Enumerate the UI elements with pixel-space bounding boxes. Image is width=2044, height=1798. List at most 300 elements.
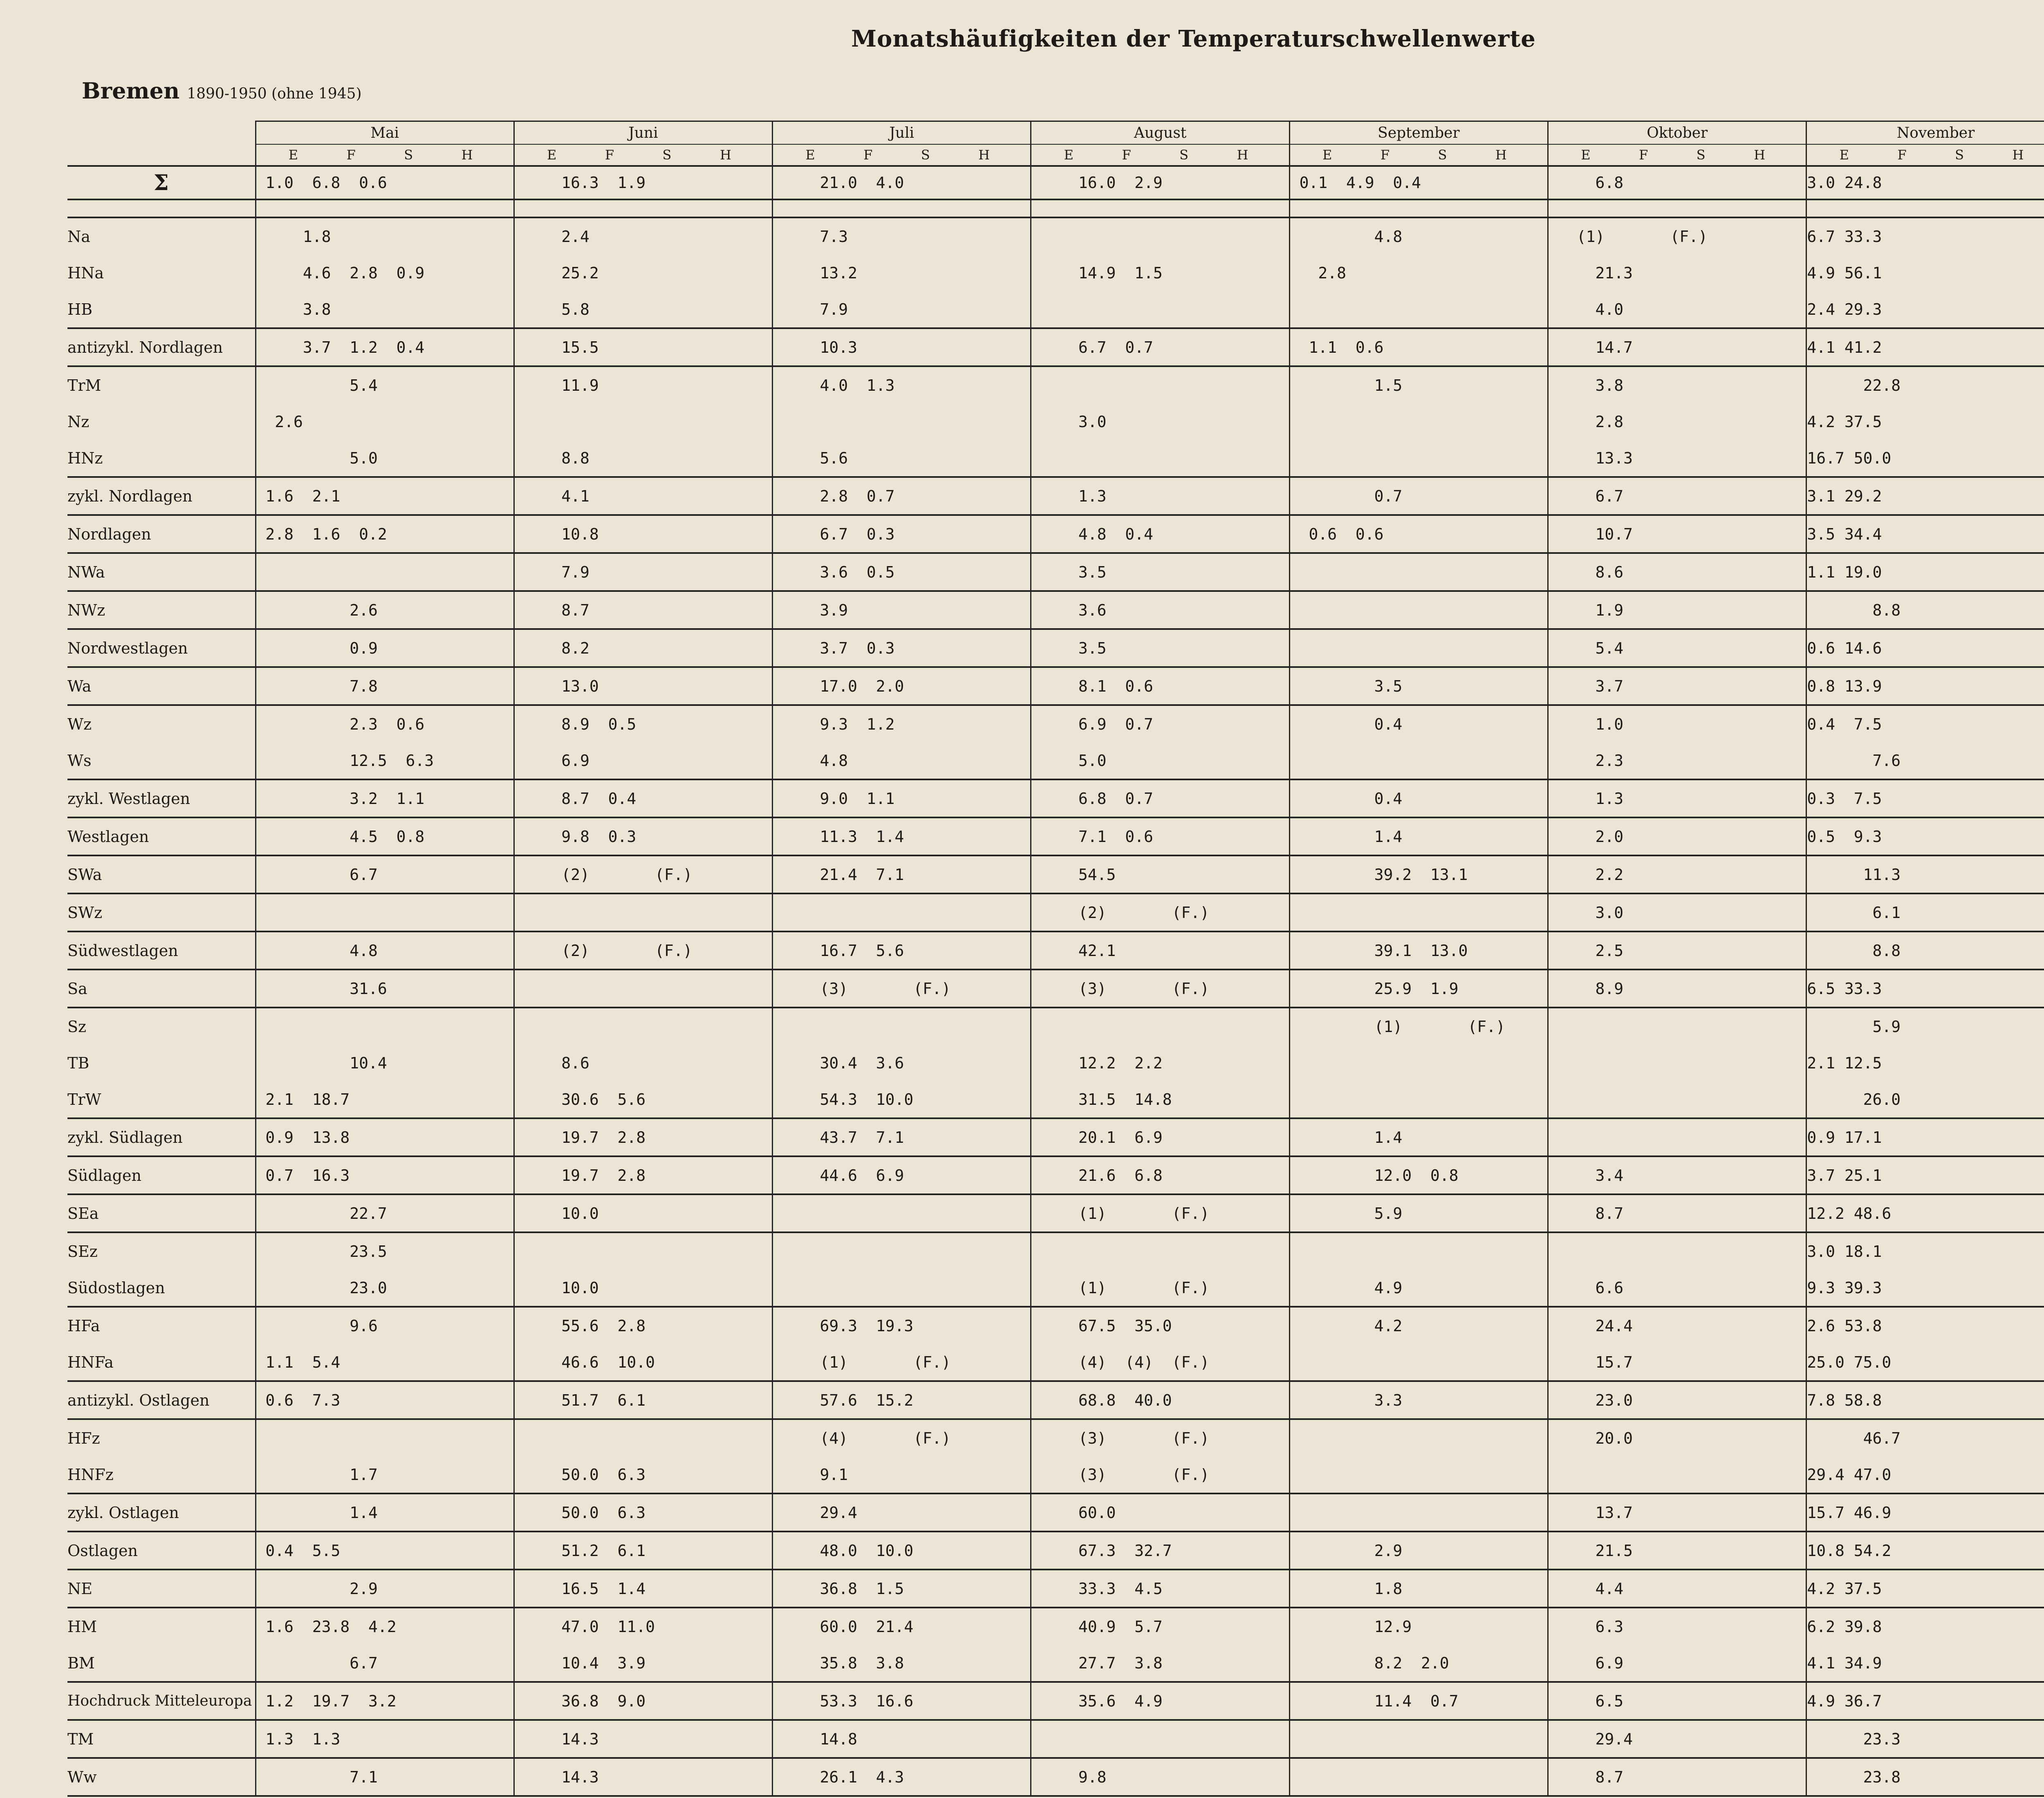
table-cell: 15.5 <box>514 328 772 366</box>
table-cell: 6.2 39.8 <box>1806 1608 2044 1645</box>
efsh-letter: F <box>346 147 356 163</box>
efsh-letter: F <box>605 147 614 163</box>
table-cell: 22.7 <box>256 1194 514 1232</box>
row-label: HNFa <box>67 1344 256 1381</box>
row-label: HM <box>67 1608 256 1645</box>
table-cell: 7.8 58.8 <box>1806 1381 2044 1419</box>
table-cell: 14.9 1.5 <box>1031 255 1289 291</box>
row-label: HNz <box>67 440 256 477</box>
row-label: Wa <box>67 667 256 705</box>
table-cell: 4.1 <box>514 477 772 515</box>
table-cell: 5.0 <box>256 440 514 477</box>
table-cell: 0.4 <box>1289 779 1548 817</box>
efsh-header <box>1031 144 1289 166</box>
table-row <box>67 705 2044 742</box>
table-row <box>67 970 2044 1008</box>
table-cell <box>1548 1081 1806 1118</box>
table-cell: 10.0 <box>514 1270 772 1307</box>
table-cell: 9.1 <box>773 1456 1031 1493</box>
table-row <box>67 817 2044 855</box>
table-cell: 7.9 <box>773 291 1031 328</box>
table-cell: 3.0 24.8 <box>1806 166 2044 199</box>
efsh-letters <box>1031 147 1289 163</box>
efsh-header <box>1806 144 2044 166</box>
table-cell: 5.6 <box>773 440 1031 477</box>
table-cell: 1.1 19.0 <box>1806 553 2044 591</box>
table-cell: 4.2 <box>1289 1307 1548 1344</box>
table-cell: 4.9 56.1 <box>1806 255 2044 291</box>
row-label: Südwestlagen <box>67 931 256 970</box>
table-cell <box>773 403 1031 440</box>
table-cell: 13.0 <box>514 667 772 705</box>
table-cell: 6.7 0.3 <box>773 515 1031 553</box>
frequency-table <box>67 121 2044 1797</box>
row-label: Westlagen <box>67 817 256 855</box>
table-row <box>67 629 2044 667</box>
table-cell: 2.1 12.5 <box>1806 1045 2044 1081</box>
spacer-cell <box>1548 199 1806 217</box>
table-cell: 22.8 <box>1806 366 2044 403</box>
table-cell: (2) (F.) <box>514 931 772 970</box>
table-cell: 2.6 <box>256 403 514 440</box>
table-cell: 1.1 5.4 <box>256 1344 514 1381</box>
table-cell: 13.2 <box>773 255 1031 291</box>
table-row <box>67 553 2044 591</box>
row-label: Wz <box>67 705 256 742</box>
efsh-letter: H <box>1495 147 1507 163</box>
table-cell: 3.6 <box>1031 591 1289 629</box>
row-label: zykl. Südlagen <box>67 1118 256 1156</box>
row-label: zykl. Westlagen <box>67 779 256 817</box>
table-cell: 29.4 47.0 <box>1806 1456 2044 1493</box>
row-label: HNa <box>67 255 256 291</box>
table-cell: 31.6 <box>256 970 514 1008</box>
table-cell: 4.1 34.9 <box>1806 1645 2044 1682</box>
efsh-letter: H <box>461 147 473 163</box>
table-cell: 60.0 21.4 <box>773 1608 1031 1645</box>
table-cell <box>773 1232 1031 1270</box>
table-cell: 9.3 39.3 <box>1806 1270 2044 1307</box>
corner-cell <box>67 144 256 166</box>
table-cell: 10.0 <box>514 1194 772 1232</box>
table-cell: 42.1 <box>1031 931 1289 970</box>
table-cell: 2.1 18.7 <box>256 1081 514 1118</box>
month-header-row <box>67 121 2044 145</box>
table-cell <box>514 970 772 1008</box>
spacer-cell <box>256 199 514 217</box>
table-cell: 3.5 <box>1289 667 1548 705</box>
row-label: Ostlagen <box>67 1532 256 1570</box>
table-cell: 16.5 1.4 <box>514 1570 772 1608</box>
month-header: Juli <box>773 121 1031 145</box>
table-row <box>67 1493 2044 1532</box>
efsh-letter: E <box>288 147 298 163</box>
station-name: Bremen <box>82 78 180 104</box>
table-cell: 39.1 13.0 <box>1289 931 1548 970</box>
table-cell: 4.9 36.7 <box>1806 1682 2044 1720</box>
table-cell <box>1289 403 1548 440</box>
table-cell: 12.2 48.6 <box>1806 1194 2044 1232</box>
efsh-letter: S <box>1955 147 1964 163</box>
row-label: Südlagen <box>67 1156 256 1194</box>
efsh-letter: F <box>1897 147 1907 163</box>
table-cell: 8.8 <box>1806 931 2044 970</box>
table-cell: 6.9 0.7 <box>1031 705 1289 742</box>
table-cell: 4.8 0.4 <box>1031 515 1289 553</box>
row-label: Nordlagen <box>67 515 256 553</box>
table-cell <box>514 1419 772 1456</box>
efsh-letter: E <box>1581 147 1591 163</box>
table-cell: 3.6 0.5 <box>773 553 1031 591</box>
table-cell: 3.8 <box>256 291 514 328</box>
table-cell: 31.5 14.8 <box>1031 1081 1289 1118</box>
row-label: BM <box>67 1645 256 1682</box>
table-cell <box>1031 366 1289 403</box>
table-cell: 69.3 19.3 <box>773 1307 1031 1344</box>
row-label: SWa <box>67 855 256 893</box>
table-cell <box>1548 1008 1806 1045</box>
table-cell <box>1289 440 1548 477</box>
row-label: SEz <box>67 1232 256 1270</box>
table-cell: 15.7 <box>1548 1344 1806 1381</box>
table-cell: 0.9 17.1 <box>1806 1118 2044 1156</box>
table-cell: 2.9 <box>256 1570 514 1608</box>
table-cell: (1) (F.) <box>1031 1194 1289 1232</box>
table-row <box>67 1045 2044 1081</box>
efsh-letters <box>773 147 1030 163</box>
table-cell: 1.4 <box>1289 817 1548 855</box>
table-cell: 6.3 <box>1548 1608 1806 1645</box>
table-cell: 2.3 0.6 <box>256 705 514 742</box>
table-cell: 17.0 2.0 <box>773 667 1031 705</box>
table-cell: 1.5 <box>1289 366 1548 403</box>
table-cell: 8.2 <box>514 629 772 667</box>
table-cell: 7.1 0.6 <box>1031 817 1289 855</box>
table-cell <box>1289 1045 1548 1081</box>
table-cell: 44.6 6.9 <box>773 1156 1031 1194</box>
month-header: September <box>1289 121 1548 145</box>
table-cell: 12.9 <box>1289 1608 1548 1645</box>
efsh-letter: S <box>1696 147 1706 163</box>
table-cell: 2.6 <box>256 591 514 629</box>
table-cell: 11.9 <box>514 366 772 403</box>
month-header: Juni <box>514 121 772 145</box>
table-cell: 12.5 6.3 <box>256 742 514 779</box>
row-label: TrW <box>67 1081 256 1118</box>
table-cell: 8.9 <box>1548 970 1806 1008</box>
table-row <box>67 742 2044 779</box>
table-cell: 21.6 6.8 <box>1031 1156 1289 1194</box>
station-heading <box>82 78 362 104</box>
table-cell: 39.2 13.1 <box>1289 855 1548 893</box>
spacer-cell <box>1031 199 1289 217</box>
efsh-letter: H <box>2012 147 2024 163</box>
table-cell: 60.0 <box>1031 1493 1289 1532</box>
table-cell <box>1289 1493 1548 1532</box>
table-cell: 1.0 6.8 0.6 <box>256 166 514 199</box>
table-cell: 3.0 <box>1031 403 1289 440</box>
table-row <box>67 1307 2044 1344</box>
table-cell: (2) (F.) <box>1031 893 1289 931</box>
table-cell: 53.3 16.6 <box>773 1682 1031 1720</box>
table-cell: 6.9 <box>514 742 772 779</box>
row-label: Nz <box>67 403 256 440</box>
table-cell: 6.6 <box>1548 1270 1806 1307</box>
table-cell: 25.2 <box>514 255 772 291</box>
table-cell: 4.2 37.5 <box>1806 1570 2044 1608</box>
efsh-header <box>514 144 772 166</box>
row-label: SEa <box>67 1194 256 1232</box>
table-cell <box>1289 591 1548 629</box>
row-label: HNFz <box>67 1456 256 1493</box>
table-cell <box>1548 1456 1806 1493</box>
table-cell: 0.5 9.3 <box>1806 817 2044 855</box>
row-label: HB <box>67 291 256 328</box>
table-row <box>67 1682 2044 1720</box>
efsh-letters <box>1549 147 1806 163</box>
table-cell: 21.0 4.0 <box>773 166 1031 199</box>
table-cell <box>1289 291 1548 328</box>
table-cell: (1) (F.) <box>1031 1270 1289 1307</box>
efsh-letter: S <box>404 147 413 163</box>
table-cell: 2.0 <box>1548 817 1806 855</box>
table-cell: 4.0 <box>1548 291 1806 328</box>
table-cell: 0.9 <box>256 629 514 667</box>
table-cell: (3) (F.) <box>1031 970 1289 1008</box>
table-cell: 14.7 <box>1548 328 1806 366</box>
table-cell <box>256 553 514 591</box>
table-cell: 30.4 3.6 <box>773 1045 1031 1081</box>
efsh-letter: S <box>662 147 672 163</box>
table-cell: 2.4 <box>514 217 772 255</box>
table-row <box>67 779 2044 817</box>
table-cell: 5.8 <box>514 291 772 328</box>
row-label: TB <box>67 1045 256 1081</box>
table-cell: 12.2 2.2 <box>1031 1045 1289 1081</box>
table-cell: 35.8 3.8 <box>773 1645 1031 1682</box>
table-cell: 16.3 1.9 <box>514 166 772 199</box>
efsh-letter: E <box>805 147 815 163</box>
table-cell: 0.3 7.5 <box>1806 779 2044 817</box>
table-cell: 3.2 1.1 <box>256 779 514 817</box>
table-cell: 3.4 <box>1548 1156 1806 1194</box>
table-cell: 6.7 <box>1548 477 1806 515</box>
efsh-letter: E <box>547 147 557 163</box>
table-cell <box>1289 1419 1548 1456</box>
efsh-letter: E <box>1839 147 1849 163</box>
table-cell: 67.3 32.7 <box>1031 1532 1289 1570</box>
row-label: TrM <box>67 366 256 403</box>
month-header: November <box>1806 121 2044 145</box>
table-cell <box>514 893 772 931</box>
table-cell: 25.9 1.9 <box>1289 970 1548 1008</box>
table-cell <box>1031 217 1289 255</box>
table-cell: 8.7 0.4 <box>514 779 772 817</box>
row-label: Na <box>67 217 256 255</box>
table-cell: 23.5 <box>256 1232 514 1270</box>
table-cell: 5.4 <box>256 366 514 403</box>
table-cell: 3.8 <box>1548 366 1806 403</box>
table-cell: 2.3 <box>1548 742 1806 779</box>
table-cell: 20.1 6.9 <box>1031 1118 1289 1156</box>
table-cell: 21.4 7.1 <box>773 855 1031 893</box>
efsh-letter: E <box>1064 147 1074 163</box>
table-cell: 24.4 <box>1548 1307 1806 1344</box>
table-cell: 51.2 6.1 <box>514 1532 772 1570</box>
table-cell: 43.7 7.1 <box>773 1118 1031 1156</box>
table-cell: 3.7 1.2 0.4 <box>256 328 514 366</box>
efsh-letter: H <box>978 147 990 163</box>
row-label: antizykl. Nordlagen <box>67 328 256 366</box>
table-cell: 54.5 <box>1031 855 1289 893</box>
table-row <box>67 1270 2044 1307</box>
table-cell: 16.0 2.9 <box>1031 166 1289 199</box>
efsh-letter: F <box>863 147 873 163</box>
table-cell: 26.0 <box>1806 1081 2044 1118</box>
table-cell: 1.3 1.3 <box>256 1720 514 1758</box>
row-label: Sa <box>67 970 256 1008</box>
table-row <box>67 1381 2044 1419</box>
table-row <box>67 403 2044 440</box>
table-row <box>67 440 2044 477</box>
table-cell: 1.2 19.7 3.2 <box>256 1682 514 1720</box>
table-cell: (2) (F.) <box>514 855 772 893</box>
table-row <box>67 1081 2044 1118</box>
table-cell: 6.8 <box>1548 166 1806 199</box>
efsh-letter: H <box>719 147 731 163</box>
table-cell <box>1289 893 1548 931</box>
table-cell: 3.7 <box>1548 667 1806 705</box>
table-cell: 54.3 10.0 <box>773 1081 1031 1118</box>
table-cell <box>1031 440 1289 477</box>
station-period: 1890-1950 (ohne 1945) <box>187 85 362 102</box>
spacer-cell <box>514 199 772 217</box>
table-row <box>67 667 2044 705</box>
table-cell: 12.0 0.8 <box>1289 1156 1548 1194</box>
table-cell <box>1289 1758 1548 1796</box>
row-label: Ws <box>67 742 256 779</box>
table-row <box>67 1344 2044 1381</box>
table-cell: 6.7 <box>256 855 514 893</box>
spacer-cell <box>773 199 1031 217</box>
table-cell: 1.4 <box>1289 1118 1548 1156</box>
table-cell: 13.7 <box>1548 1493 1806 1532</box>
table-row <box>67 515 2044 553</box>
table-cell: (3) (F.) <box>1031 1419 1289 1456</box>
table-cell: 46.7 <box>1806 1419 2044 1456</box>
row-label: HFz <box>67 1419 256 1456</box>
table-cell: 3.5 <box>1031 629 1289 667</box>
table-cell: 11.3 <box>1806 855 2044 893</box>
table-row <box>67 1645 2044 1682</box>
efsh-letter: S <box>1179 147 1189 163</box>
row-label: Südostlagen <box>67 1270 256 1307</box>
table-cell: 10.8 54.2 <box>1806 1532 2044 1570</box>
table-cell: 14.8 <box>773 1720 1031 1758</box>
table-cell: 23.0 <box>1548 1381 1806 1419</box>
table-cell: 47.0 11.0 <box>514 1608 772 1645</box>
table-cell: 16.7 50.0 <box>1806 440 2044 477</box>
efsh-letter: F <box>1122 147 1131 163</box>
table-cell: 4.2 37.5 <box>1806 403 2044 440</box>
table-cell: (1) (F.) <box>773 1344 1031 1381</box>
table-cell: 21.5 <box>1548 1532 1806 1570</box>
table-cell: 0.9 13.8 <box>256 1118 514 1156</box>
table-row <box>67 1608 2044 1645</box>
table-cell: 6.5 <box>1548 1682 1806 1720</box>
table-cell: 10.7 <box>1548 515 1806 553</box>
table-cell: 1.4 <box>256 1493 514 1532</box>
table-cell: 1.6 23.8 4.2 <box>256 1608 514 1645</box>
table-cell: 6.5 33.3 <box>1806 970 2044 1008</box>
table-cell <box>1548 1232 1806 1270</box>
table-cell: 9.8 <box>1031 1758 1289 1796</box>
efsh-letter: F <box>1639 147 1648 163</box>
table-cell: 68.8 40.0 <box>1031 1381 1289 1419</box>
table-cell: 0.7 <box>1289 477 1548 515</box>
month-header: August <box>1031 121 1289 145</box>
table-cell: 21.3 <box>1548 255 1806 291</box>
table-cell: 4.9 <box>1289 1270 1548 1307</box>
row-label: NWz <box>67 591 256 629</box>
table-cell: 14.3 <box>514 1758 772 1796</box>
table-cell: (3) (F.) <box>1031 1456 1289 1493</box>
table-cell: 1.9 <box>1548 591 1806 629</box>
table-cell: 3.0 18.1 <box>1806 1232 2044 1270</box>
table-row <box>67 1118 2044 1156</box>
table-cell <box>1031 1720 1289 1758</box>
efsh-letter: H <box>1754 147 1766 163</box>
row-label: TM <box>67 1720 256 1758</box>
table-cell: 0.1 4.9 0.4 <box>1289 166 1548 199</box>
table-cell: 11.4 0.7 <box>1289 1682 1548 1720</box>
table-cell <box>773 893 1031 931</box>
table-cell <box>514 1008 772 1045</box>
table-cell: 2.8 <box>1289 255 1548 291</box>
table-cell: 9.3 1.2 <box>773 705 1031 742</box>
table-cell <box>773 1194 1031 1232</box>
table-row <box>67 291 2044 328</box>
table-cell: 36.8 1.5 <box>773 1570 1031 1608</box>
table-cell: 6.7 0.7 <box>1031 328 1289 366</box>
table-cell: 19.7 2.8 <box>514 1156 772 1194</box>
table-cell: 4.8 <box>256 931 514 970</box>
table-cell: 8.2 2.0 <box>1289 1645 1548 1682</box>
table-cell: 40.9 5.7 <box>1031 1608 1289 1645</box>
table-cell: 3.0 <box>1548 893 1806 931</box>
table-row <box>67 255 2044 291</box>
table-cell: 57.6 15.2 <box>773 1381 1031 1419</box>
spacer-cell <box>67 199 256 217</box>
table-cell <box>514 1232 772 1270</box>
efsh-letters <box>515 147 772 163</box>
row-label: HFa <box>67 1307 256 1344</box>
table-cell: 2.5 <box>1548 931 1806 970</box>
table-row <box>67 477 2044 515</box>
table-cell: 5.9 <box>1289 1194 1548 1232</box>
table-cell: 2.8 1.6 0.2 <box>256 515 514 553</box>
table-cell <box>1289 1344 1548 1381</box>
table-cell: 19.7 2.8 <box>514 1118 772 1156</box>
table-row <box>67 855 2044 893</box>
table-row <box>67 1758 2044 1796</box>
table-row <box>67 366 2044 403</box>
table-cell: 1.3 <box>1548 779 1806 817</box>
table-row <box>67 591 2044 629</box>
table-cell: 4.5 0.8 <box>256 817 514 855</box>
table-cell: 14.3 <box>514 1720 772 1758</box>
table-cell <box>1289 1720 1548 1758</box>
